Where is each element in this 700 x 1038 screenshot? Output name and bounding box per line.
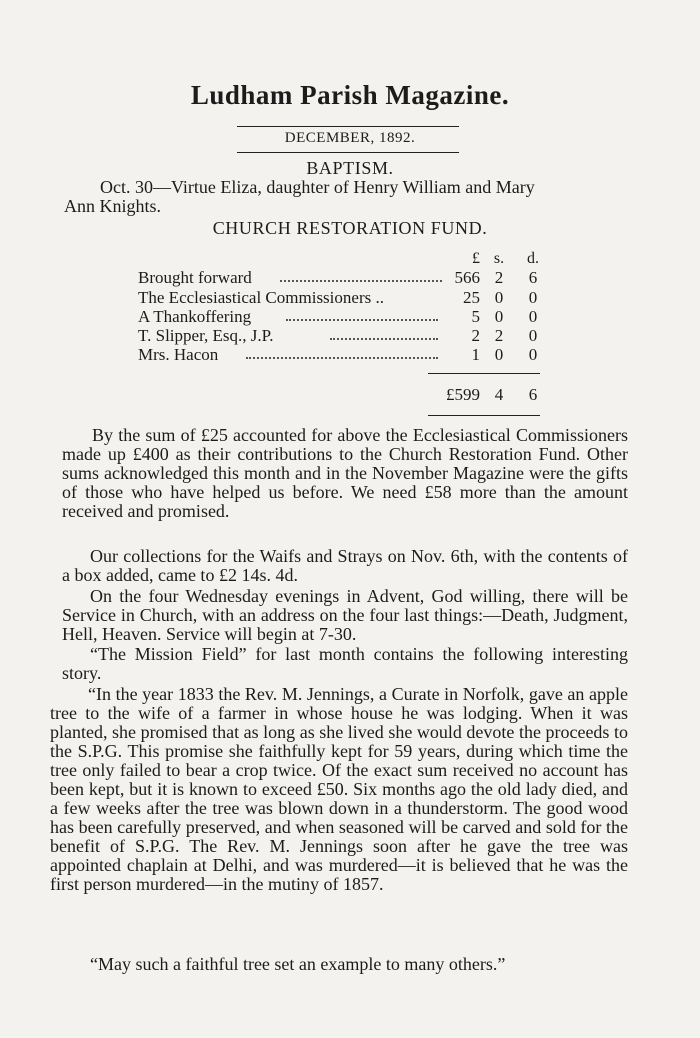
magazine-title: Ludham Parish Magazine.	[190, 80, 510, 110]
ledger-row-pence: 0	[528, 307, 538, 326]
ledger-row	[138, 268, 548, 288]
pounds-column-header: £	[472, 250, 480, 267]
total-rule-bottom	[428, 415, 540, 416]
fund-heading: CHURCH RESTORATION FUND.	[212, 218, 488, 238]
issue-date: DECEMBER, 1892.	[284, 130, 416, 146]
pence-column-header: d.	[527, 250, 539, 267]
ledger-row-shillings: 0	[494, 307, 504, 326]
ledger-row-pounds: 2	[471, 326, 480, 345]
leader-dots	[330, 338, 438, 340]
ledger-row	[138, 326, 548, 346]
ledger-row-shillings: 0	[494, 345, 504, 364]
total-rule-top	[428, 373, 540, 374]
ledger-row-pence: 0	[528, 326, 538, 345]
leader-dots	[246, 357, 438, 359]
title-rule-top	[237, 126, 459, 127]
total-shillings: 4	[494, 385, 504, 404]
leader-dots	[280, 280, 442, 282]
paragraph-closing-quote: “May such a faithful tree set an example to many others.”	[90, 954, 506, 974]
ledger-total-row	[138, 385, 548, 405]
leader-dots	[286, 319, 438, 321]
ledger-row-pence: 0	[528, 288, 538, 307]
ledger-row-pounds: 1	[471, 345, 480, 364]
paragraph-mission-field: “The Mission Field” for last month contains the following interesting story.	[62, 644, 628, 683]
total-pounds: £599	[446, 385, 480, 404]
ledger-row-pence: 0	[528, 345, 538, 364]
ledger-row-label: Mrs. Hacon	[138, 345, 219, 364]
ledger-row-label: Brought forward	[138, 268, 252, 287]
ledger-row-pounds: 5	[471, 307, 480, 326]
ledger-row-pounds: 25	[463, 288, 480, 307]
baptism-line-1: Oct. 30—Virtue Eliza, daughter of Henry William and Mary	[100, 177, 535, 197]
ledger-row-shillings: 2	[494, 326, 504, 345]
title-rule-bottom	[237, 152, 459, 153]
paragraph-restoration: By the sum of £25 accounted for above the Ecclesiastical Commissioners made up £400 as their contributions to the Church Restoration Fund. Other sums acknowledged this month and in the November Magazine were the gifts of those who have helped us before. We need £58 more than the amount received and promised.	[62, 425, 628, 521]
paragraph-apple-tree-story: “In the year 1833 the Rev. M. Jennings, a Curate in Norfolk, gave an apple tree to the wife of a farmer in whose house he was lodging. When it was planted, she promised that as long as she lived she would devote the proceeds to the S.P.G. This promise she faithfully kept for 59 years, during which time the tree only failed to bear a crop twice. Of the exact sum received no account has been kept, but it is known to exceed £50. Six months ago the old lady died, and a few weeks after the tree was blown down in a thunderstorm. The good wood has been carefully preserved, and when seasoned will be carved and sold for the benefit of S.P.G. The Rev. M. Jennings soon after he gave the tree was appointed chaplain at Delhi, and was murdered—it is believed that he was the first person murdered—in the mutiny of 1857.	[50, 684, 628, 894]
baptism-line-2: Ann Knights.	[64, 196, 162, 216]
ledger-row	[138, 288, 548, 308]
ledger-row-pounds: 566	[454, 268, 480, 287]
ledger-row	[138, 345, 548, 365]
total-pence: 6	[528, 385, 538, 404]
ledger-row-shillings: 2	[494, 268, 504, 287]
ledger-row-pence: 6	[528, 268, 538, 287]
ledger-row-label: The Ecclesiastical Commissioners ..	[138, 288, 384, 307]
shillings-column-header: s.	[493, 250, 505, 267]
paragraph-waifs-strays: Our collections for the Waifs and Strays on Nov. 6th, with the contents of a box added, came to £2 14s. 4d.	[62, 546, 628, 585]
ledger-row	[138, 307, 548, 327]
ledger-row-label: A Thankoffering	[138, 307, 252, 326]
baptism-heading: BAPTISM.	[306, 158, 394, 178]
paragraph-advent: On the four Wednesday evenings in Advent, God willing, there will be Service in Church, with an address on the four last things:—Death, Judgment, Hell, Heaven. Service will begin at 7-30.	[62, 586, 628, 644]
ledger-header-row	[138, 250, 548, 270]
ledger-row-shillings: 0	[494, 288, 504, 307]
ledger-row-label: T. Slipper, Esq., J.P.	[138, 326, 274, 345]
